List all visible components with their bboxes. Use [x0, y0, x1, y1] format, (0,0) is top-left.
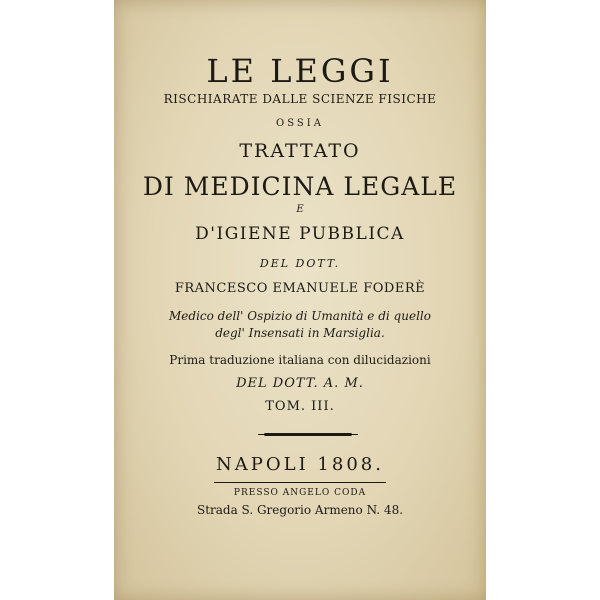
imprint-rule	[214, 482, 386, 483]
book-title: LE LEGGI	[206, 52, 394, 90]
imprint-place-year: NAPOLI 1808.	[216, 454, 384, 475]
translation-note: Prima traduzione italiana con dilucidazioni	[169, 353, 431, 367]
publisher-name: PRESSO ANGELO CODA	[233, 488, 367, 498]
conjunction-text: E	[296, 204, 304, 215]
author-affiliation-line2: degl' Insensati in Marsiglia.	[215, 326, 385, 340]
book-subtitle: RISCHIARATE DALLE SCIENZE FISICHE	[163, 92, 437, 106]
title-page	[114, 0, 486, 600]
ornamental-divider	[264, 433, 352, 436]
volume-number: TOM. III.	[265, 399, 335, 414]
author-name: FRANCESCO EMANUELE FODERÈ	[174, 281, 426, 296]
del-dott-text: DEL DOTT.	[259, 257, 341, 270]
medicina-legale-heading: DI MEDICINA LEGALE	[142, 172, 458, 201]
author-affiliation-line1: Medico dell' Ospizio di Umanità e di quello	[169, 309, 431, 323]
igiene-heading: D'IGIENE PUBBLICA	[195, 224, 405, 244]
trattato-heading: TRATTATO	[239, 140, 361, 162]
ossia-text: OSSIA	[276, 118, 324, 129]
translator-name: DEL DOTT. A. M.	[236, 376, 364, 391]
publisher-address: Strada S. Gregorio Armeno N. 48.	[196, 503, 404, 517]
